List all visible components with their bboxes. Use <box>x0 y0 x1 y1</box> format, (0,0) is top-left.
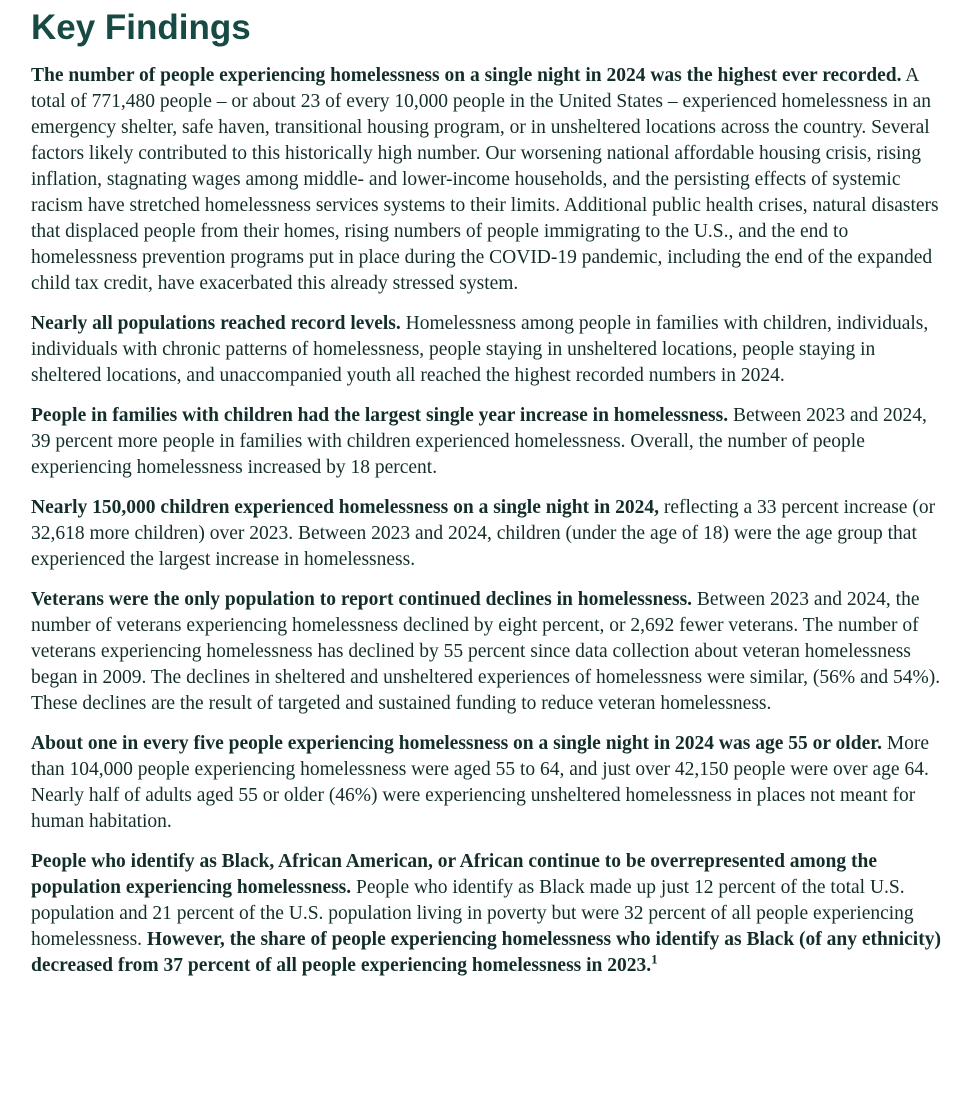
bold-lead-in: Nearly 150,000 children experienced homelessness on a single night in 2024, <box>31 497 659 518</box>
bold-lead-in: People in families with children had the largest single year increase in homelessness. <box>31 405 729 426</box>
bold-lead-in: Nearly all populations reached record levels. <box>31 313 401 334</box>
body-text: Homelessness among people in families with children, individuals, individuals with chronic patterns of homelessness, people staying in unsheltered locations, people staying in sheltered locations, and unaccompanied youth all reached the highest recorded numbers in 2024. <box>31 313 929 386</box>
key-findings-body <box>31 63 945 979</box>
bold-lead-in: The number of people experiencing homelessness on a single night in 2024 was the highest ever recorded. <box>31 65 902 86</box>
body-text: A total of 771,480 people – or about 23 of every 10,000 people in the United States – experienced homelessness in an emergency shelter, safe haven, transitional housing program, or in unsheltered locations across the country. Several factors likely contributed to this historically high number. Our worsening national affordable housing crisis, rising inflation, stagnating wages among middle- and lower-income households, and the persisting effects of systemic racism have stretched homelessness services systems to their limits. Additional public health crises, natural disasters that displaced people from their homes, rising numbers of people immigrating to the U.S., and the end to homelessness prevention programs put in place during the COVID-19 pandemic, including the end of the expanded child tax credit, have exacerbated this already stressed system. <box>31 65 939 294</box>
paragraph <box>31 403 945 481</box>
paragraph <box>31 731 945 835</box>
paragraph <box>31 587 945 717</box>
body-text: reflecting a 33 percent increase (or 32,618 more children) over 2023. Between 2023 and 2024, children (under the age of 18) were the age group that experienced the largest increase in homelessness. <box>31 497 936 570</box>
footnote-marker: 1 <box>651 951 658 967</box>
paragraph <box>31 849 945 979</box>
body-text: Between 2023 and 2024, 39 percent more people in families with children experienced homelessness. Overall, the number of people experiencing homelessness increased by 18 percent. <box>31 405 927 478</box>
paragraph <box>31 311 945 389</box>
body-text: More than 104,000 people experiencing homelessness were aged 55 to 64, and just over 42,150 people were over age 64. Nearly half of adults aged 55 or older (46%) were experiencing unsheltered homelessness in places not meant for human habitation. <box>31 733 930 832</box>
body-text: People who identify as Black made up just 12 percent of the total U.S. population and 21 percent of the U.S. population living in poverty but were 32 percent of all people experiencing homelessness. <box>31 877 914 950</box>
key-findings-heading: Key Findings <box>31 8 251 47</box>
body-text: Between 2023 and 2024, the number of veterans experiencing homelessness declined by eight percent, or 2,692 fewer veterans. The number of veterans experiencing homelessness has declined by 55 percent since data collection about veteran homelessness began in 2009. The declines in sheltered and unsheltered experiences of homelessness were similar, (56% and 54%). These declines are the result of targeted and sustained funding to reduce veteran homelessness. <box>31 589 941 714</box>
paragraph <box>31 495 945 573</box>
bold-lead-in: Veterans were the only population to report continued declines in homelessness. <box>31 589 693 610</box>
bold-lead-in: People who identify as Black, African American, or African continue to be overrepresented among the population experiencing homelessness. <box>31 851 878 898</box>
bold-lead-in: About one in every five people experiencing homelessness on a single night in 2024 was age 55 or older. <box>31 733 882 754</box>
bold-lead-in: However, the share of people experiencing homelessness who identify as Black (of any ethnicity) decreased from 37 percent of all people experiencing homelessness in 2023. <box>31 929 941 976</box>
paragraph <box>31 63 945 297</box>
